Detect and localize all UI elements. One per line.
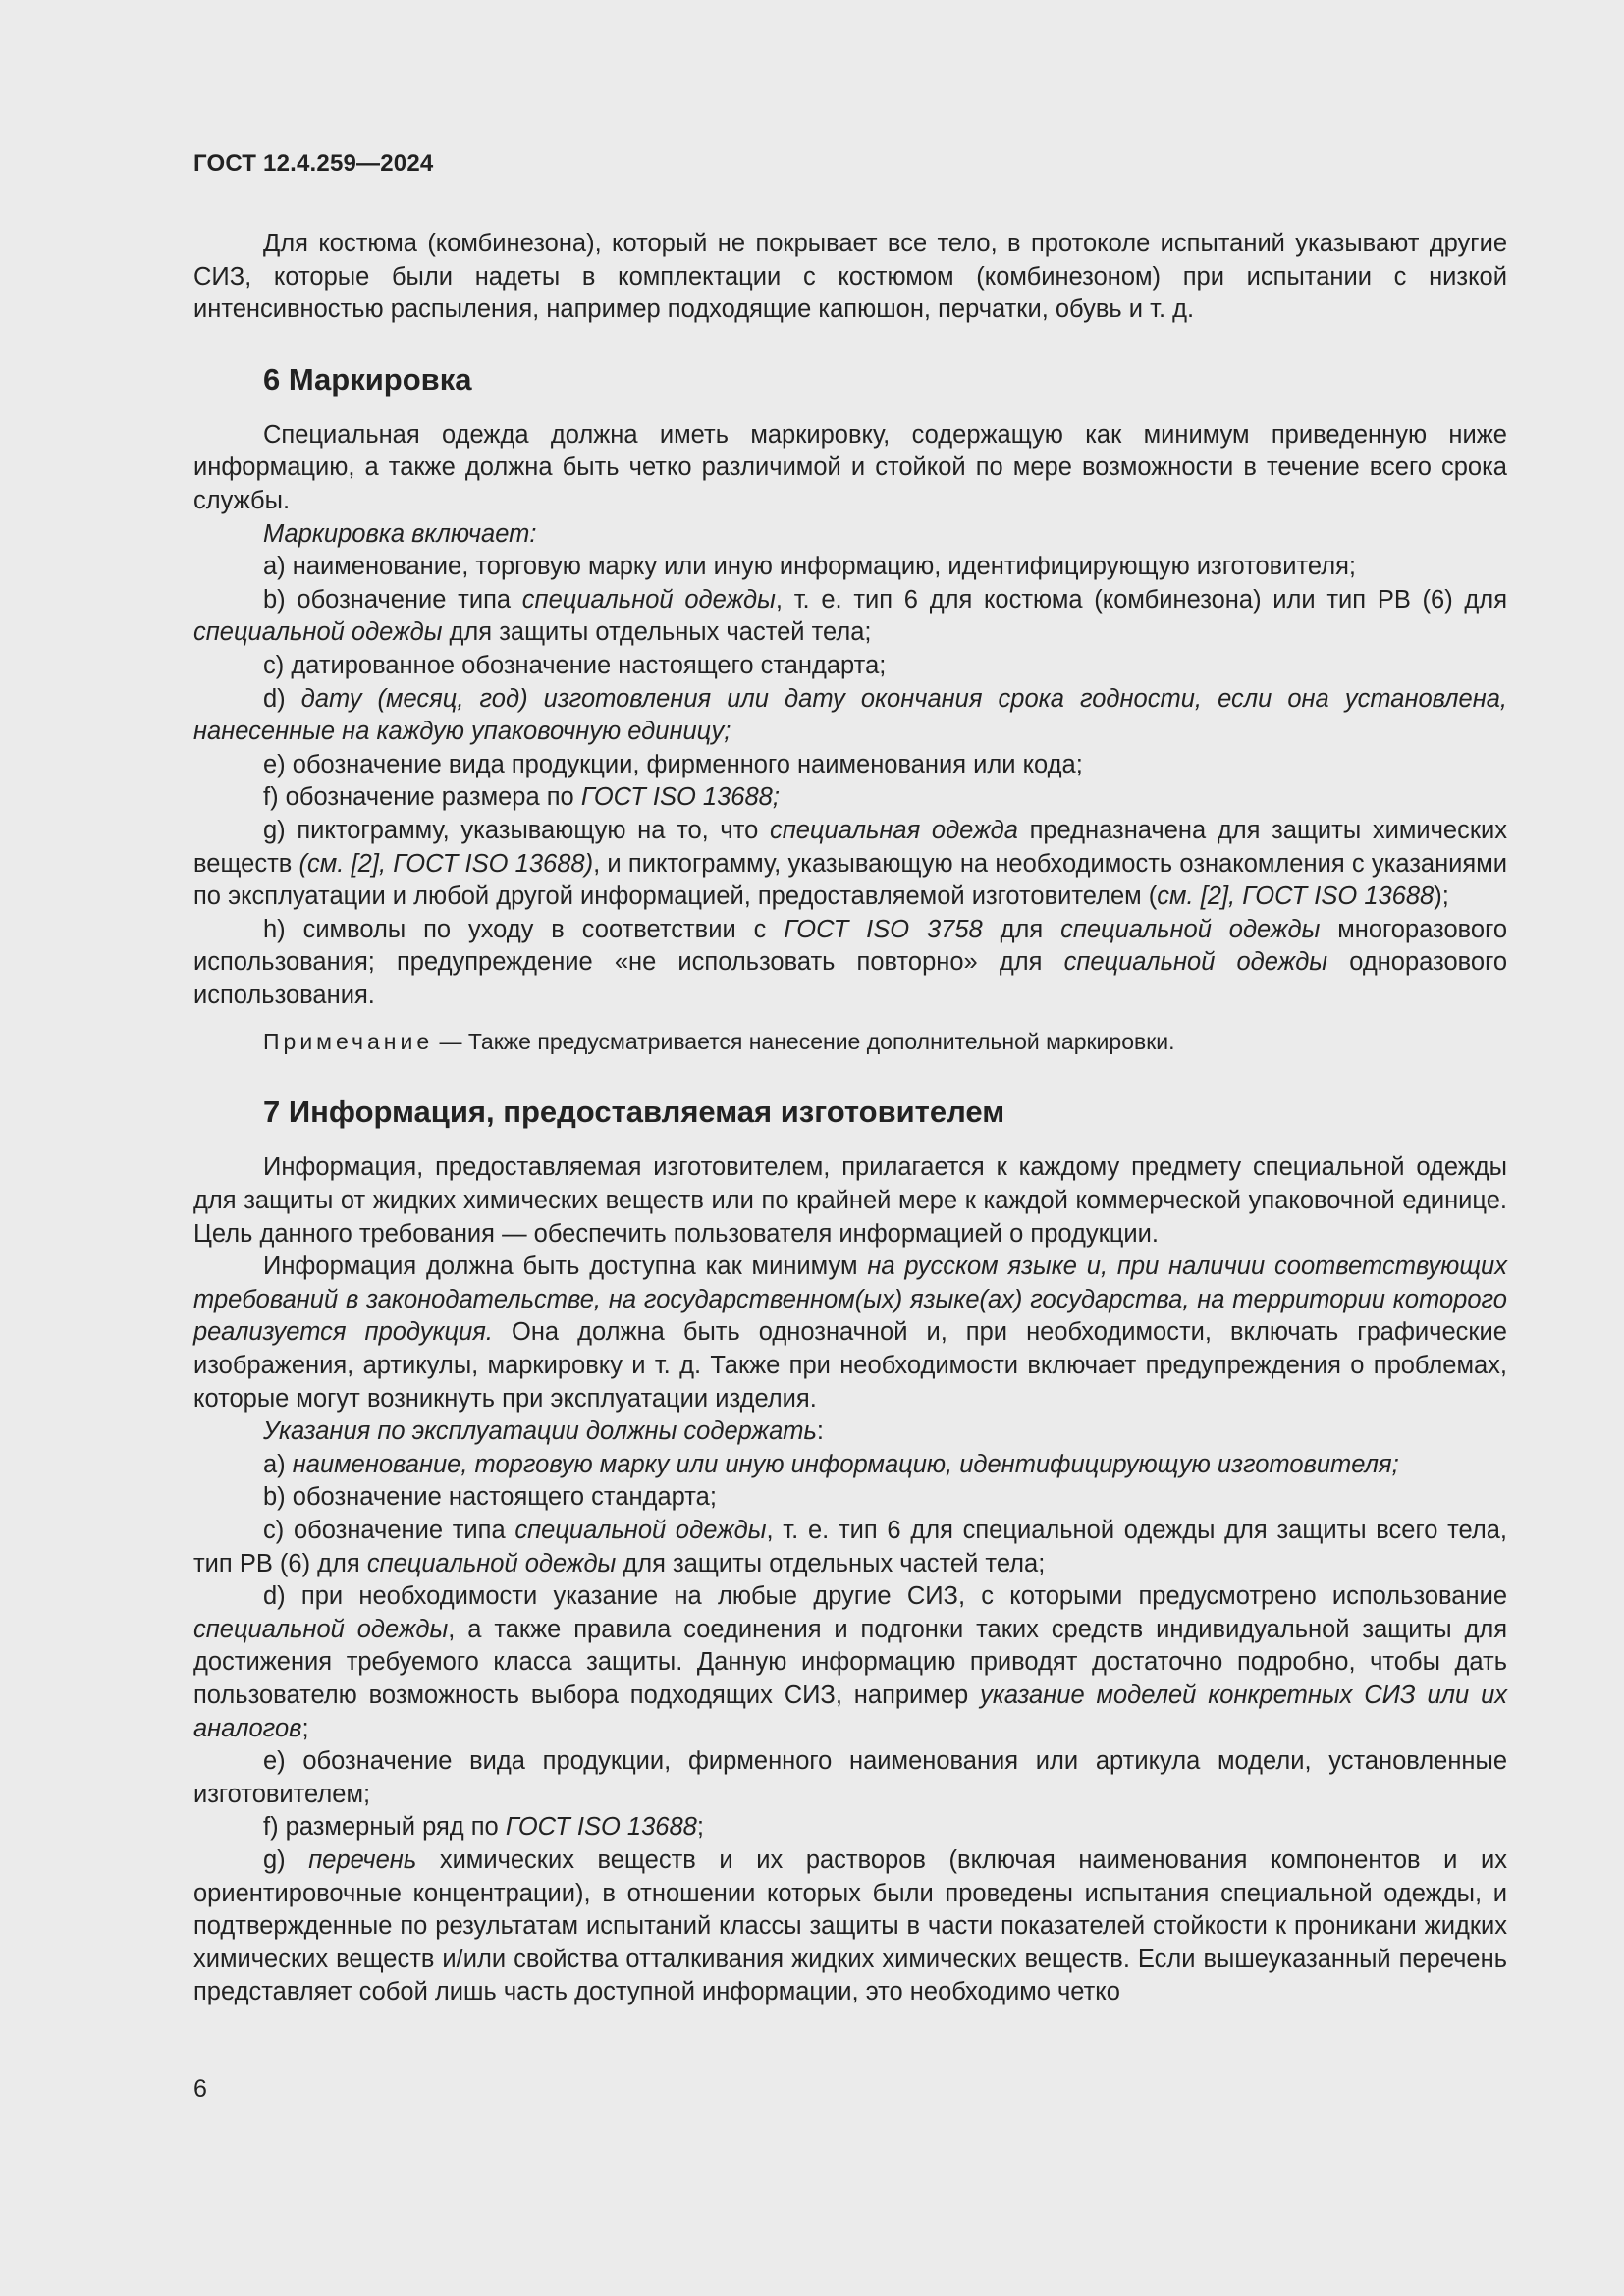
item-text: химических веществ и их растворов (включая наименования компонентов и их ориентировочные концентрации), в отношении которых были проведены испытания специальной одежды, и подтвержденные по результатам испытаний классы защиты в части показателей стойкости к проникани жидких химических веществ и/или свойства отталкивания жидких химических веществ. Если вышеуказанный перечень представляет собой лишь часть доступной информации, это необходимо четко [193,1845,1507,2006]
section-6-item-h [193,914,1507,1013]
item-italic: специальной одежды [366,1549,617,1577]
item-italic: (см. [2], ГОСТ ISO 13688) [298,849,594,878]
item-italic: специальной одежды [514,1517,767,1544]
section-6-item-b [193,584,1507,650]
item-text: ); [1434,882,1449,911]
item-text: , т. е. тип 6 для специальной одежды для защиты всего тела, тип PB (6) для [193,1517,1508,1577]
section-7-paragraph-1: Информация, предоставляемая изготовителем, прилагается к каждому предмету специальной одежды для защиты от жидких химических веществ или по крайней мере к каждой коммерческой упаковочной единице. Цель данного требования — обеспечить пользователя информацией о продукции. [193,1153,1507,1248]
paragraph-italic: на русском языке и, при наличии соответствующих требований в законодательстве, на государственном(ых) языке(ах) государства, на территории которого реализуется продукция. [193,1253,1507,1347]
item-italic: специальная одежда [769,816,1018,844]
item-text: для [982,915,1061,943]
section-6-note [193,1026,1507,1057]
document-page [193,147,1507,2009]
page-number: 6 [193,2075,207,2103]
note-text: — Также предусматривается нанесение дополнительной маркировки. [433,1029,1175,1055]
paragraph-text: Информация должна быть доступна как минимум [263,1253,868,1281]
paragraph-text: Она должна быть однозначной и, при необходимости, включать графические изображения, артикулы, маркировку и т. д. Также при необходимости включает предупреждения о проблемах, которые могут возникнуть при эксплуатации изделия. [193,1318,1507,1413]
item-italic: ГОСТ ISO 13688 [505,1813,697,1842]
item-text: g) [263,1845,309,1874]
item-italic: специальной одежды [521,585,776,614]
section-7-title: 7 Информация, предоставляемая изготовителем [263,1095,1005,1130]
item-italic: см. [2], ГОСТ ISO 13688 [1157,882,1435,911]
item-italic: специальной одежды [193,1615,449,1643]
list-intro-text: Маркировка включает: [263,519,537,548]
section-7-item-a [193,1449,1507,1482]
item-text: многоразового использования; предупреждение «не использовать повторно» для [193,915,1507,977]
item-text: , т. е. тип 6 для костюма (комбинезона) или тип PB (6) для [775,585,1507,614]
item-text: , а также правила соединения и подгонки таких средств индивидуальной защиты для достижения требуемого класса защиты. Данную информацию приводят достаточно подробно, чтобы дать пользователю возможность выбора подходящих СИЗ, например [193,1615,1508,1709]
section-6-item-d [193,683,1507,749]
item-text: для защиты отдельных частей тела; [616,1549,1046,1577]
section-7-list-intro [193,1415,1507,1449]
section-7-item-g [193,1844,1507,2009]
item-italic: ГОСТ ISO 13688; [580,783,780,812]
section-7-item-c [193,1515,1507,1580]
intro-paragraph: Для костюма (комбинезона), который не покрывает все тело, в протоколе испытаний указывают другие СИЗ, которые были надеты в комплектации с костюмом (комбинезоном) при испытании с низкой интенсивностью распыления, например подходящие капюшон, перчатки, обувь и т. д. [193,230,1507,324]
section-6-list-intro [193,518,1507,552]
item-italic: перечень [308,1845,417,1874]
note-label: Примечание [263,1029,434,1055]
item-text: h) символы по уходу в соответствии с [263,915,785,943]
section-7-item-e: е) обозначение вида продукции, фирменного наименования или артикула модели, установленные изготовителем; [193,1747,1507,1808]
item-text: f) обозначение размера по [263,783,581,812]
item-text: , и пиктограмму, указывающую на необходимость ознакомления с указаниями по эксплуатации и любой другой информацией, предоставляемой изготовителем ( [193,849,1508,911]
item-text: g) пиктограмму, указывающую на то, что [263,816,770,844]
item-text: d) [263,684,301,713]
item-text: предназначена для защиты химических веществ [193,816,1507,878]
item-text: f) размерный ряд по [263,1813,506,1842]
item-text: для защиты отдельных частей тела; [442,618,872,647]
list-intro-text: Указания по эксплуатации должны содержать [263,1417,817,1446]
item-text: а) [263,1450,293,1478]
list-intro-colon: : [816,1417,825,1446]
section-7-item-f [193,1811,1507,1844]
section-6-item-e: е) обозначение вида продукции, фирменного наименования или кода; [263,750,1083,778]
item-italic: специальной одежды [193,618,443,647]
section-7-paragraph-2 [193,1251,1507,1415]
item-text: d) при необходимости указание на любые другие СИЗ, с которыми предусмотрено использование [263,1582,1507,1611]
section-6-title: 6 Маркировка [263,361,472,397]
section-7-item-d [193,1580,1507,1745]
item-text: ; [301,1714,309,1742]
item-italic: ГОСТ ISO 3758 [784,915,983,943]
section-6-item-g [193,815,1507,914]
item-italic: специальной одежды [1060,915,1321,943]
item-italic: специальной одежды [1063,948,1328,977]
section-6-paragraph: Специальная одежда должна иметь маркировку, содержащую как минимум приведенную ниже информацию, а также должна быть четко различимой и стойкой по мере возможности в течение всего срока службы. [193,420,1507,514]
section-6-item-a: а) наименование, торговую марку или иную информацию, идентифицирующую изготовителя; [263,553,1356,581]
section-6-item-f [193,781,1507,815]
section-6-item-c: с) датированное обозначение настоящего стандарта; [263,651,887,679]
item-text: одноразового использования. [193,948,1507,1009]
item-text: с) обозначение типа [263,1517,515,1544]
item-italic: указание моделей конкретных СИЗ или их аналогов [193,1681,1507,1742]
item-italic: наименование, торговую марку или иную информацию, идентифицирующую изготовителя; [292,1450,1399,1478]
section-7-item-b: b) обозначение настоящего стандарта; [263,1483,717,1512]
item-italic: дату (месяц, год) изготовления или дату окончания срока годности, если она установлена, нанесенные на каждую упаковочную единицу; [193,684,1507,746]
document-header: ГОСТ 12.4.259—2024 [193,150,434,177]
item-text: ; [696,1813,704,1842]
item-text: b) обозначение типа [263,585,522,614]
